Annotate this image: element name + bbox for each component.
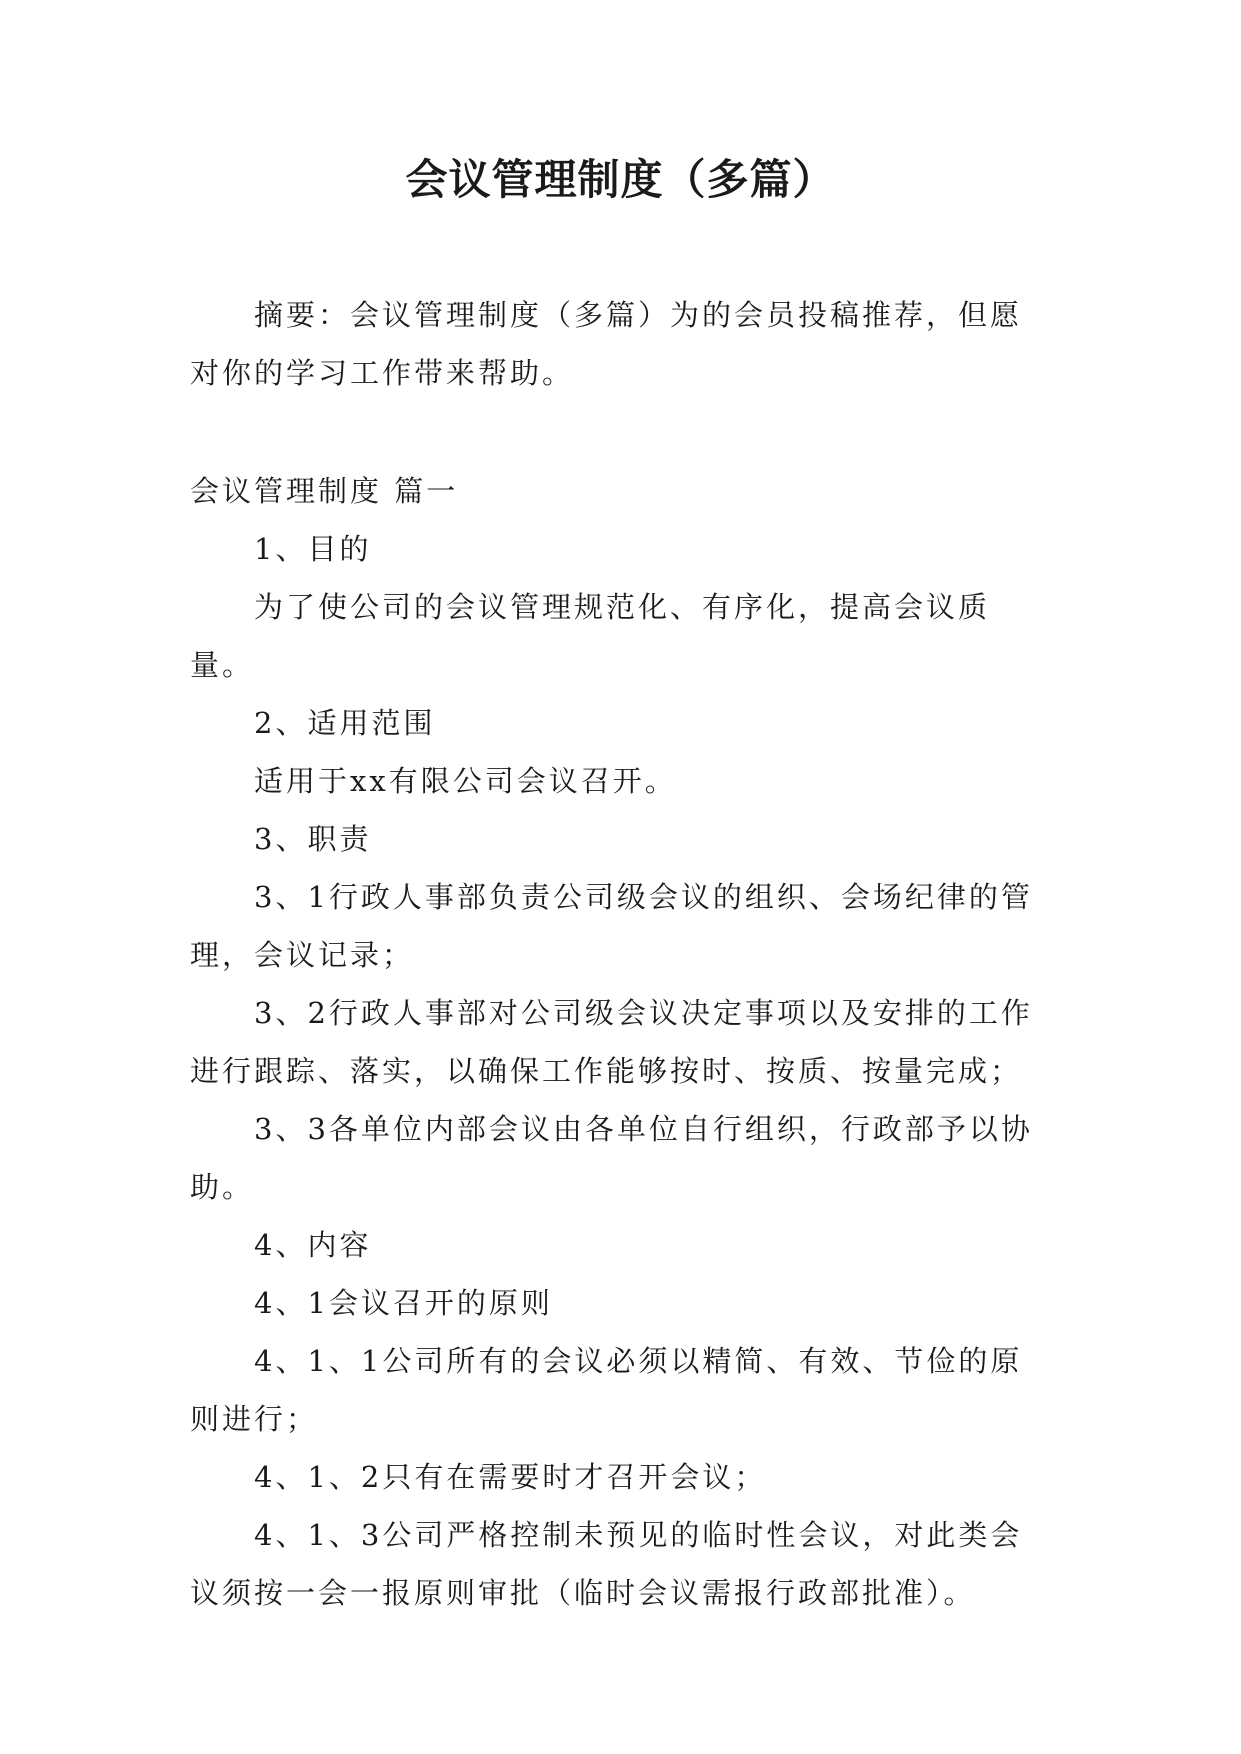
paragraph: 3、3各单位内部会议由各单位自行组织，行政部予以协助。 <box>190 1112 1033 1204</box>
paragraph: 4、1、2只有在需要时才召开会议； <box>254 1460 767 1494</box>
paragraph: 为了使公司的会议管理规范化、有序化，提高会议质量。 <box>190 590 991 682</box>
paragraph: 3、职责 <box>254 822 372 856</box>
abstract-paragraph: 摘要：会议管理制度（多篇）为的会员投稿推荐，但愿对你的学习工作带来帮助。 <box>190 298 1023 390</box>
document-title: 会议管理制度（多篇） <box>405 155 836 204</box>
paragraph: 适用于xx有限公司会议召开。 <box>254 764 677 798</box>
paragraph: 1、目的 <box>254 532 372 566</box>
paragraph: 3、1行政人事部负责公司级会议的组织、会场纪律的管理，会议记录； <box>190 880 1033 972</box>
paragraph: 4、内容 <box>254 1228 372 1262</box>
section-body <box>190 520 1050 1622</box>
paragraph: 3、2行政人事部对公司级会议决定事项以及安排的工作进行跟踪、落实，以确保工作能够按时、按质、按量完成； <box>190 996 1033 1088</box>
paragraph: 4、1、1公司所有的会议必须以精简、有效、节俭的原则进行； <box>190 1344 1023 1436</box>
section-heading: 会议管理制度 篇一 <box>190 474 459 508</box>
paragraph: 4、1会议召开的原则 <box>254 1286 553 1320</box>
paragraph: 2、适用范围 <box>254 706 436 740</box>
paragraph: 4、1、3公司严格控制未预见的临时性会议，对此类会议须按一会一报原则审批（临时会议需报行政部批准）。 <box>190 1518 1023 1610</box>
